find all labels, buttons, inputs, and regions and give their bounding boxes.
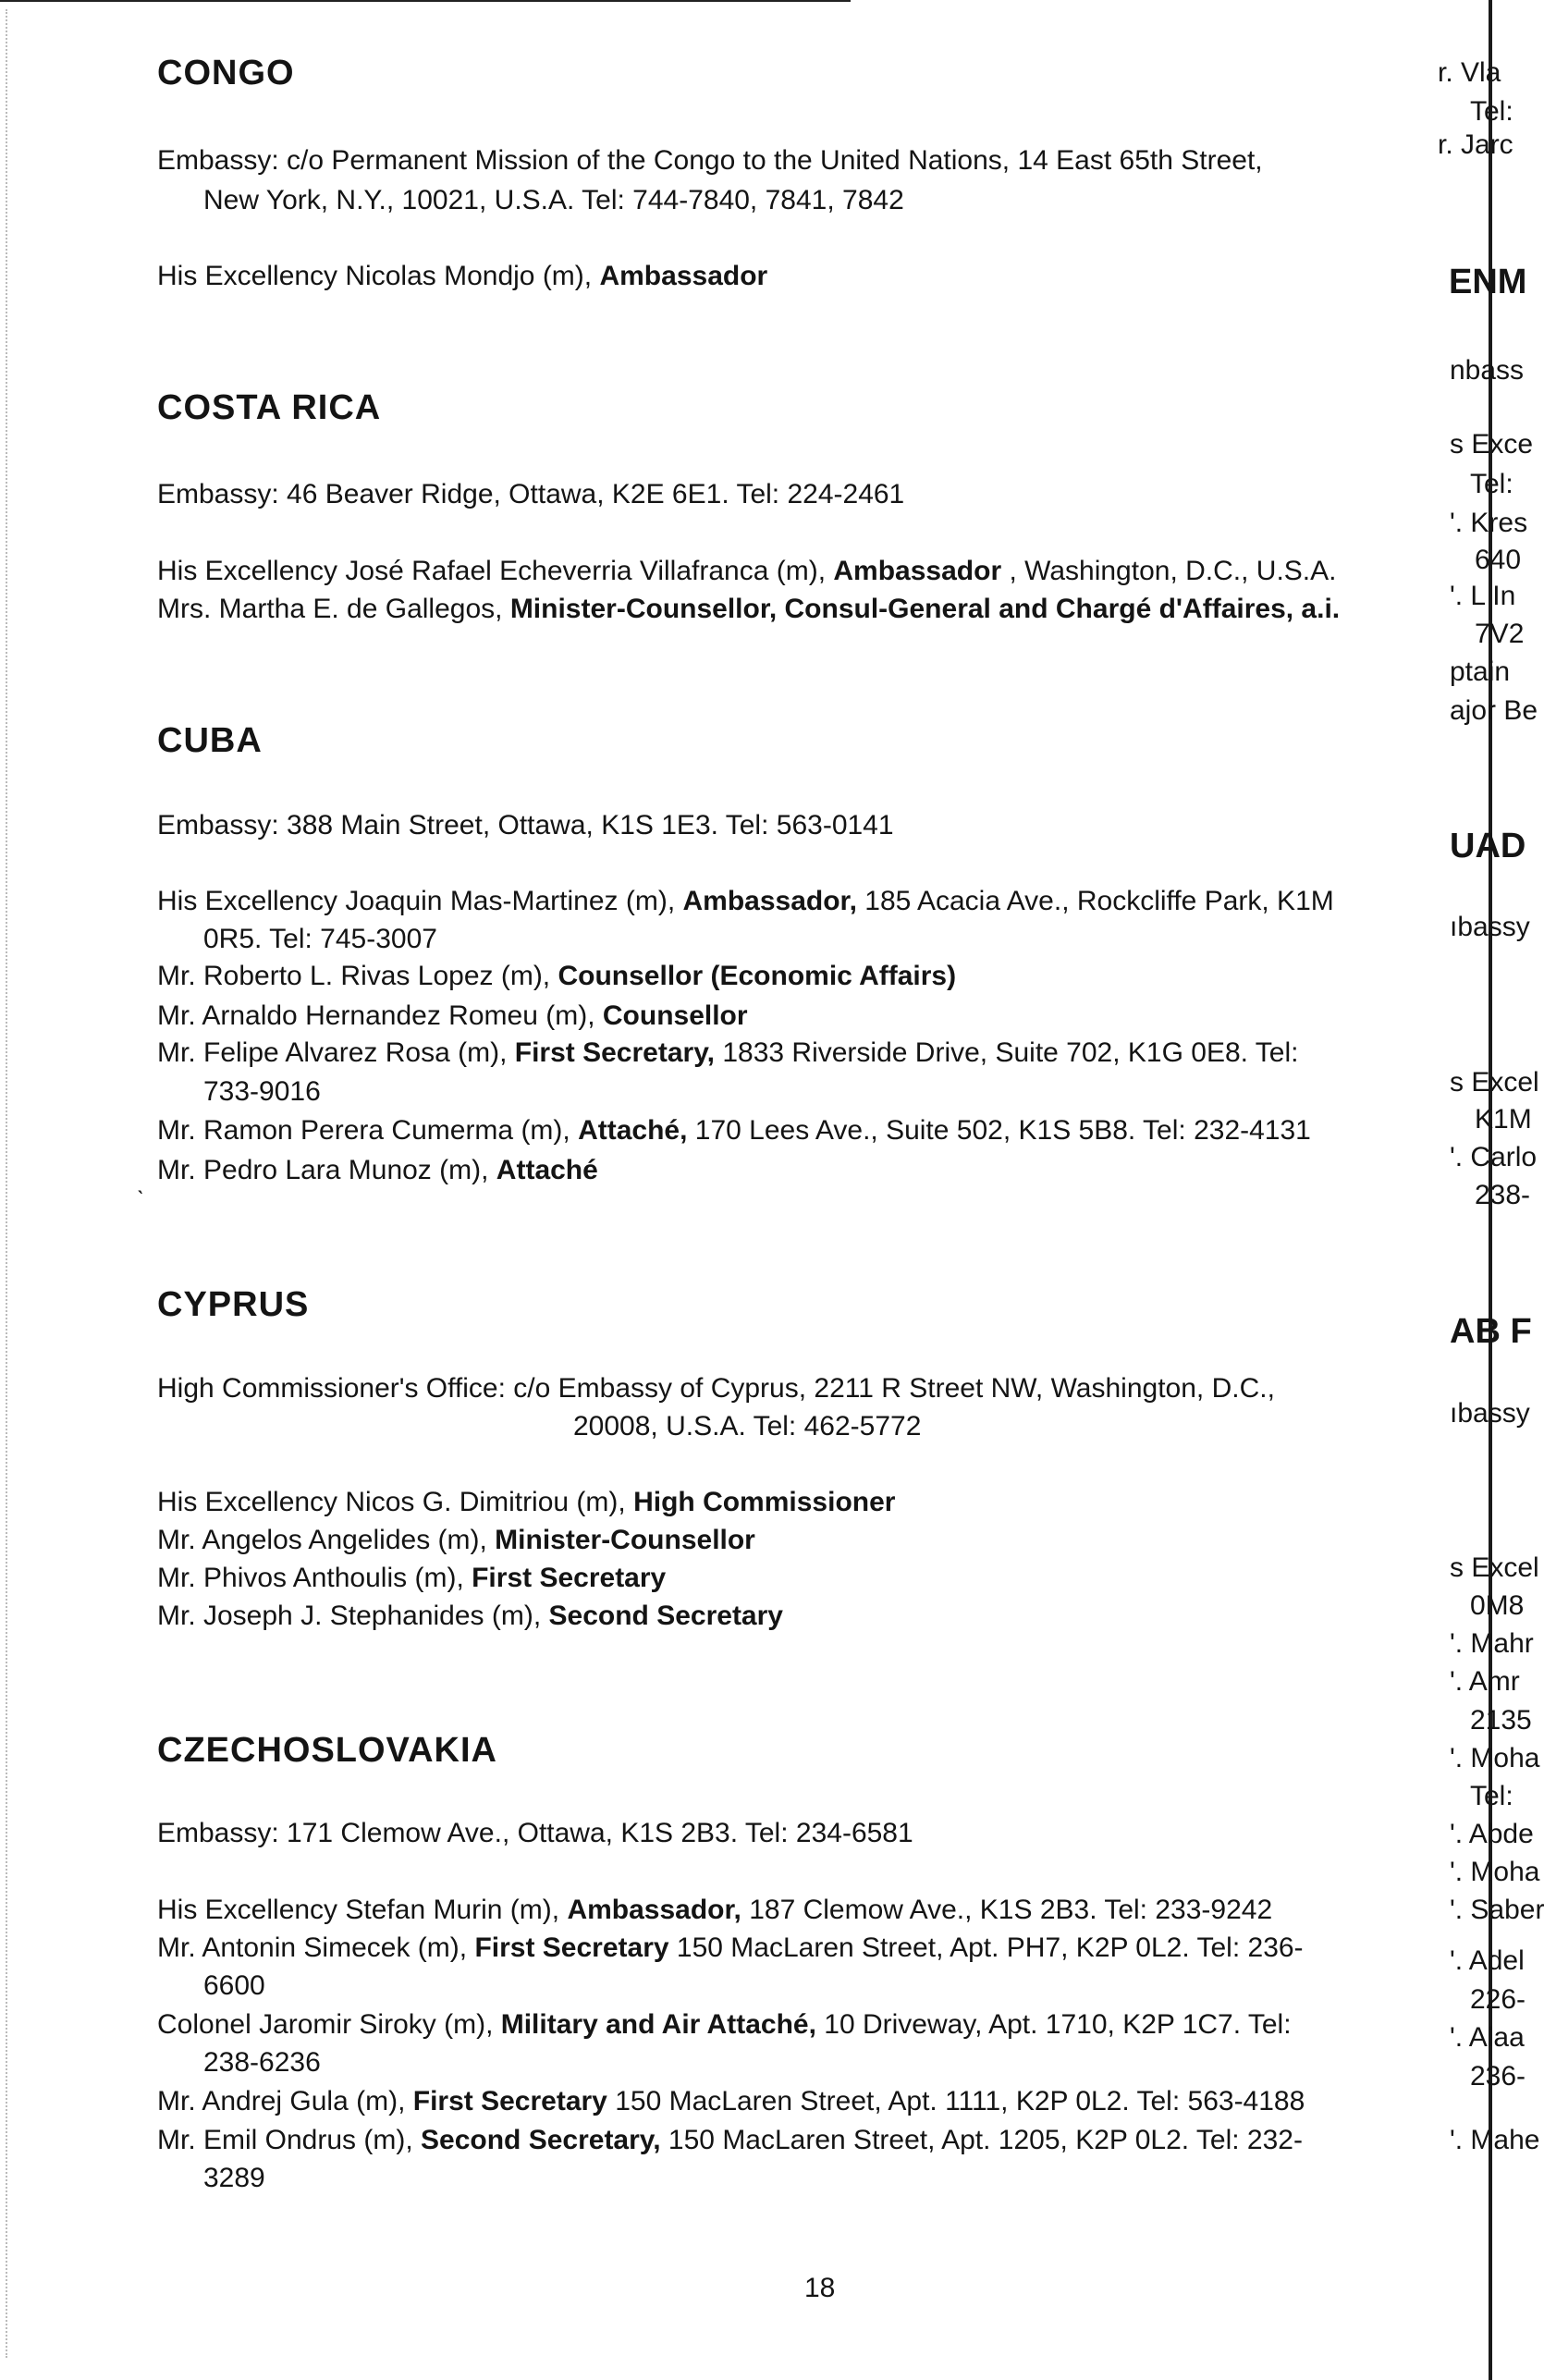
facing-page-fragment: s Excel [1450,1552,1539,1583]
facing-page-fragment: Tel: [1470,1781,1513,1811]
diplomat-entry: Mrs. Martha E. de Gallegos, Minister-Counsellor, Consul-General and Chargé d'Affaires, a.i. [157,594,1341,624]
diplomat-entry: His Excellency José Rafael Echeverria Villafranca (m), Ambassador , Washington, D.C., U.S.A. [157,556,1337,586]
facing-page-fragment: 226- [1470,1984,1526,2015]
facing-page-fragment: s Exce [1450,429,1534,460]
address-continuation: 238-6236 [203,2047,321,2078]
top-rule [0,0,851,2]
facing-page-fragment: 238- [1475,1180,1531,1210]
facing-page-fragment: '. L In [1450,581,1516,611]
stray-mark: ˎ [137,1167,145,1195]
facing-page-fragment: ıbassy [1450,912,1530,942]
facing-page-fragment: ptain [1450,656,1511,687]
facing-page-fragment: Tel: [1470,469,1513,499]
country-heading: CUBA [157,721,263,760]
address-continuation: 0R5. Tel: 745-3007 [203,924,437,954]
facing-page-fragment: '. Alaa [1450,2022,1525,2053]
country-heading: CYPRUS [157,1285,310,1324]
facing-page-fragment: 2135 [1470,1705,1532,1736]
diplomat-entry: His Excellency Joaquin Mas-Martinez (m), Ambassador, 185 Acacia Ave., Rockcliffe Park, K1M [157,886,1334,916]
page-number: 18 [804,2273,836,2303]
facing-page-fragment: 640 [1475,545,1522,575]
embassy-line: Embassy: 388 Main Street, Ottawa, K1S 1E3. Tel: 563-0141 [157,810,894,840]
address-continuation: 20008, U.S.A. Tel: 462-5772 [573,1411,922,1441]
facing-page-fragment: ıbassy [1450,1398,1530,1429]
facing-page-fragment: '. Adel [1450,1945,1525,1976]
facing-page-fragment: r. Jarc [1438,129,1513,160]
facing-page-fragment: '. Saber [1450,1895,1544,1925]
diplomat-entry: Mr. Andrej Gula (m), First Secretary 150 MacLaren Street, Apt. 1111, K2P 0L2. Tel: 563-4188 [157,2086,1305,2116]
facing-page-fragment: nbass [1450,355,1525,386]
facing-page-fragment: '. Abde [1450,1819,1534,1849]
country-heading: COSTA RICA [157,388,382,427]
office-line: High Commissioner's Office: c/o Embassy of Cyprus, 2211 R Street NW, Washington, D.C., [157,1373,1275,1404]
facing-page-fragment: s Excel [1450,1067,1539,1098]
diplomat-entry: Mr. Ramon Perera Cumerma (m), Attaché, 170 Lees Ave., Suite 502, K1S 5B8. Tel: 232-4131 [157,1115,1311,1146]
facing-page-fragment: 0M8 [1470,1590,1525,1621]
facing-page-fragment: ENM [1449,263,1527,301]
facing-page-fragment: '. Carlo [1450,1142,1538,1172]
country-heading: CZECHOSLOVAKIA [157,1731,497,1770]
diplomat-entry: Mr. Felipe Alvarez Rosa (m), First Secretary, 1833 Riverside Drive, Suite 702, K1G 0E8. Tel: [157,1037,1299,1068]
diplomat-entry: Mr. Joseph J. Stephanides (m), Second Secretary [157,1601,783,1631]
facing-page-fragment: K1M [1475,1104,1532,1135]
facing-page-fragment: Tel: [1470,96,1513,127]
facing-page-fragment: 236- [1470,2061,1526,2092]
facing-page-fragment: '. Amr [1450,1666,1520,1697]
country-heading: CONGO [157,54,295,92]
facing-page-fragment: '. Mahr [1450,1628,1534,1659]
facing-page-fragment: AB F [1450,1312,1532,1351]
address-continuation: 733-9016 [203,1076,321,1107]
diplomat-entry: Mr. Arnaldo Hernandez Romeu (m), Counsellor [157,1000,748,1031]
facing-page-fragment: UAD [1450,827,1526,865]
diplomat-entry: Mr. Emil Ondrus (m), Second Secretary, 150 MacLaren Street, Apt. 1205, K2P 0L2. Tel: 232- [157,2125,1303,2155]
facing-page-fragment: r. Vla [1438,57,1501,88]
embassy-line: Embassy: 46 Beaver Ridge, Ottawa, K2E 6E1. Tel: 224-2461 [157,479,905,509]
facing-page-fragment: 7V2 [1475,619,1525,649]
diplomat-entry: Mr. Antonin Simecek (m), First Secretary 150 MacLaren Street, Apt. PH7, K2P 0L2. Tel: 236- [157,1932,1304,1963]
embassy-line: Embassy: 171 Clemow Ave., Ottawa, K1S 2B3. Tel: 234-6581 [157,1818,913,1848]
facing-page-fragment: ajor Be [1450,695,1538,726]
address-continuation: 3289 [203,2163,265,2193]
embassy-line: Embassy: c/o Permanent Mission of the Congo to the United Nations, 14 East 65th Street, [157,145,1263,176]
address-continuation: 6600 [203,1970,265,2001]
diplomat-entry: Mr. Phivos Anthoulis (m), First Secretary [157,1563,667,1593]
diplomat-entry: Colonel Jaromir Siroky (m), Military and Air Attaché, 10 Driveway, Apt. 1710, K2P 1C7. Tel: [157,2009,1292,2040]
facing-page-fragment: '. Moha [1450,1743,1540,1773]
facing-page-fragment: '. Kres [1450,508,1528,538]
diplomat-entry: His Excellency Nicolas Mondjo (m), Ambassador [157,261,768,291]
diplomat-entry: Mr. Angelos Angelides (m), Minister-Counsellor [157,1525,755,1555]
address-continuation: New York, N.Y., 10021, U.S.A. Tel: 744-7840, 7841, 7842 [203,185,904,215]
diplomat-entry: His Excellency Nicos G. Dimitriou (m), High Commissioner [157,1487,896,1517]
facing-page-fragment: '. Moha [1450,1857,1540,1887]
binding-marks [6,9,10,2358]
diplomat-entry: Mr. Roberto L. Rivas Lopez (m), Counsellor (Economic Affairs) [157,961,957,991]
diplomat-entry: His Excellency Stefan Murin (m), Ambassador, 187 Clemow Ave., K1S 2B3. Tel: 233-9242 [157,1895,1273,1925]
facing-page-fragment: '. Mahe [1450,2125,1540,2155]
diplomat-entry: Mr. Pedro Lara Munoz (m), Attaché [157,1155,598,1185]
